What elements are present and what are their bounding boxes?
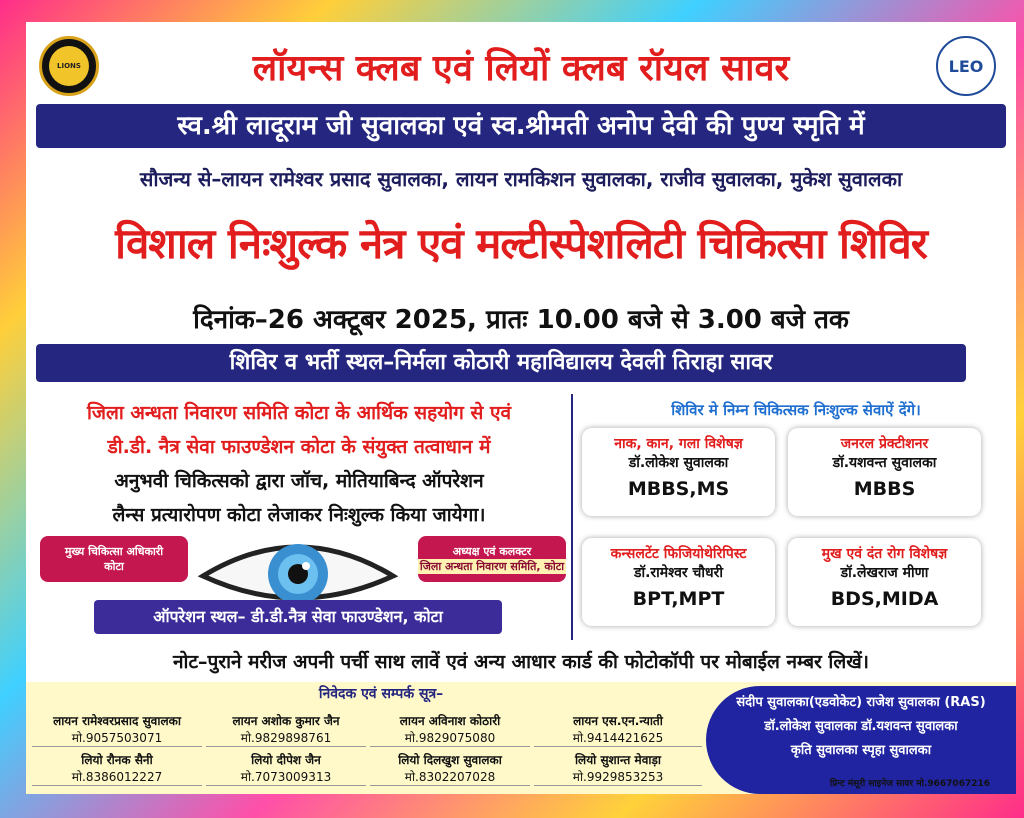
operation-place: ऑपरेशन स्थल– डी.डी.नैत्र सेवा फाउण्डेशन, कोटा <box>94 600 502 634</box>
contact-name: लियो दीपेश जैन <box>251 753 321 767</box>
contact-block <box>370 712 530 786</box>
doctor-specialty: नाक, कान, गला विशेषज्ञ <box>614 436 743 452</box>
leo-logo: LEO <box>936 36 996 96</box>
contact-phone: मो.8386012227 <box>32 768 202 786</box>
contact-phone: मो.7073009313 <box>206 768 366 786</box>
camp-title: विशाल निःशुल्क नेत्र एवं मल्टीस्पेशलिटी चिकित्सा शिविर <box>115 219 927 268</box>
doctor-degree: BPT,MPT <box>632 588 725 610</box>
lions-logo <box>39 36 99 96</box>
contact-name: लियो रौनक सैनी <box>81 753 153 767</box>
doctor-specialty: जनरल प्रेक्टीशनर <box>840 436 929 452</box>
doctor-card-ent <box>582 428 775 516</box>
doctor-name: डॉ.लेखराज मीणा <box>840 565 929 581</box>
contact-phone: मो.9057503071 <box>32 729 202 747</box>
pill-collector-title: अध्यक्ष एवं कलक्टर <box>452 545 532 558</box>
doctor-name: डॉ.यशवन्त सुवालका <box>832 455 937 471</box>
doctor-name: डॉ.लोकेश सुवालका <box>628 455 729 471</box>
doctor-specialty: कन्सलटेंट फिजियोथेरिपिस्ट <box>610 546 747 562</box>
doctor-degree: BDS,MIDA <box>830 588 939 610</box>
family-line: संदीप सुवालका(एडवोकेट) राजेश सुवालका (RAS) <box>736 695 986 710</box>
para-line: डी.डी. नैत्र सेवा फाउण्डेशन कोटा के संयुक्त तत्वाधान में <box>107 436 491 458</box>
contact-name: लायन अविनाश कोठारी <box>399 714 501 728</box>
contact-phone: मो.9829898761 <box>206 729 366 747</box>
para-line: लैन्स प्रत्यारोपण कोटा लेजाकर निःशुल्क किया जायेगा। <box>112 504 486 526</box>
doctor-degree: MBBS,MS <box>627 478 730 500</box>
family-line: डॉ.लोकेश सुवालका डॉ.यशवन्त सुवालका <box>764 719 958 734</box>
contact-block <box>534 712 702 786</box>
contact-name: लायन अशोक कुमार जैन <box>232 714 340 728</box>
contact-name: लायन एस.एन.न्याती <box>573 714 663 728</box>
contact-phone: मो.9414421625 <box>534 729 702 747</box>
doctor-specialty: मुख एवं दंत रोग विशेषज्ञ <box>821 546 948 562</box>
support-paragraph <box>34 396 564 532</box>
doctor-name: डॉ.रामेश्वर चौधरी <box>634 565 723 581</box>
venue-band <box>36 344 966 382</box>
contact-name: लियो दिलखुश सुवालका <box>398 753 502 767</box>
memorial-band <box>36 104 1006 148</box>
club-title: लॉयन्स क्लब एवं लियों क्लब रॉयल सावर <box>252 48 790 89</box>
venue-text: शिविर व भर्ती स्थल–निर्मला कोठारी महाविद्यालय देवली तिराहा सावर <box>229 350 773 375</box>
para-line: अनुभवी चिकित्सको द्वारा जॉच, मोतियाबिन्द ऑपरेशन <box>114 470 484 492</box>
pill-collector-sub: जिला अन्धता निवारण समिति, कोटा <box>419 560 565 573</box>
contact-name: लायन रामेश्वरप्रसाद सुवालका <box>53 714 181 728</box>
divider <box>571 394 573 640</box>
contact-phone: मो.9829075080 <box>370 729 530 747</box>
pill-cmo <box>40 536 188 582</box>
contact-block <box>32 712 202 786</box>
memorial-text: स्व.श्री लादूराम जी सुवालका एवं स्व.श्रीमती अनोप देवी की पुण्य स्मृति में <box>177 111 865 141</box>
doctor-card-dental <box>788 538 981 626</box>
services-heading: शिविर मे निम्न चिकित्सक निःशुल्क सेवाऐं देंगे। <box>671 401 921 419</box>
pill-cmo-sub: कोटा <box>104 560 124 573</box>
doctor-degree: MBBS <box>853 478 916 500</box>
note-line: नोट–पुराने मरीज अपनी पर्ची साथ लावें एवं अन्य आधार कार्ड की फोटोकॉपी पर मोबाईल नम्बर लिखें। <box>173 651 869 673</box>
doctor-card-gp <box>788 428 981 516</box>
poster <box>26 22 1016 794</box>
contact-name: लियो सुशान्त मेवाड़ा <box>574 753 662 767</box>
doctor-card-physio <box>582 538 775 626</box>
contacts-heading: निवेदक एवं सम्पर्क सूत्र– <box>318 686 444 702</box>
lions-logo-text: LIONS <box>49 46 89 86</box>
contact-phone: मो.8302207028 <box>370 768 530 786</box>
para-line: जिला अन्धता निवारण समिति कोटा के आर्थिक सहयोग से एवं <box>86 402 512 424</box>
pill-cmo-title: मुख्य चिकित्सा अधिकारी <box>64 545 164 558</box>
contact-block <box>206 712 366 786</box>
contact-phone: मो.9929853253 <box>534 768 702 786</box>
courtesy-line: सौजन्य से–लायन रामेश्वर प्रसाद सुवालका, लायन रामकिशन सुवालका, राजीव सुवालका, मुकेश सुवालका <box>139 167 903 191</box>
printer-credit: प्रिन्ट मंसूरी साइनेज सावर मो.9667067216 <box>829 779 990 789</box>
family-line: कृति सुवालका स्पृहा सुवालका <box>790 743 932 758</box>
pill-collector <box>418 536 566 582</box>
date-line: दिनांक–26 अक्टूबर 2025, प्रातः 10.00 बजे से 3.00 बजे तक <box>193 305 849 335</box>
